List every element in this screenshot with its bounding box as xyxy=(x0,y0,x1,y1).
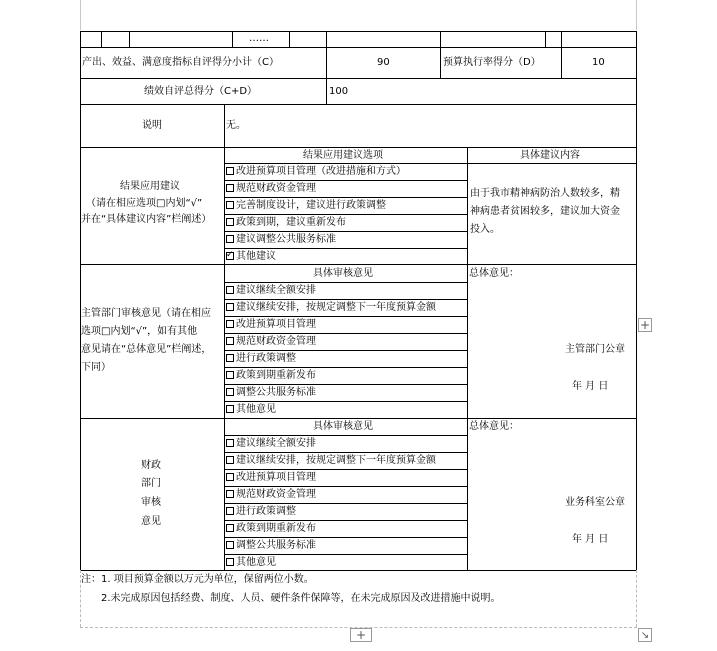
checkbox-icon[interactable] xyxy=(226,473,234,481)
checkbox-icon[interactable] xyxy=(226,235,234,243)
finance-option-label: 建议继续安排，按规定调整下一年度预算金额 xyxy=(236,455,436,466)
dept-label-line: 主管部门审核意见（请在相应 xyxy=(81,308,211,319)
result-option-label: 规范财政资金管理 xyxy=(236,183,316,194)
result-option-label: 完善制度设计，建议进行政策调整 xyxy=(236,200,386,211)
result-option[interactable] xyxy=(226,183,316,195)
dept-option-label: 政策到期重新发布 xyxy=(236,370,316,381)
finance-label-line: 意见 xyxy=(141,516,161,527)
dept-options-header: 具体审核意见 xyxy=(313,268,373,279)
ellipsis-cell: …… xyxy=(249,33,269,44)
result-label-line2: （请在相应选项□内划“√” xyxy=(86,198,203,209)
finance-option[interactable] xyxy=(226,540,316,552)
note-line-2: 2.未完成原因包括经费、制度、人员、硬件条件保障等，在未完成原因及改进措施中说明。 xyxy=(101,593,501,604)
result-option[interactable] xyxy=(226,234,336,246)
dept-option[interactable] xyxy=(226,404,276,416)
result-option[interactable] xyxy=(226,217,346,229)
dept-label-line: 意见请在“总体意见”栏阐述， xyxy=(81,344,212,355)
checkbox-icon[interactable] xyxy=(226,371,234,379)
result-option[interactable] xyxy=(226,251,276,263)
output-score-label: 产出、效益、满意度指标自评得分小计（C） xyxy=(82,57,279,68)
dept-label-line: 下同） xyxy=(81,362,111,373)
checkbox-icon[interactable] xyxy=(226,303,234,311)
page-margin-guide xyxy=(636,0,637,30)
result-option-label: 政策到期，建议重新发布 xyxy=(236,217,346,228)
checkbox-icon[interactable] xyxy=(226,558,234,566)
result-option[interactable] xyxy=(226,200,386,212)
finance-option-label: 改进预算项目管理 xyxy=(236,472,316,483)
checkbox-icon[interactable] xyxy=(226,167,234,175)
checkbox-icon[interactable] xyxy=(226,218,234,226)
budget-score-value: 10 xyxy=(592,57,605,68)
dept-option-label: 其他意见 xyxy=(236,404,276,415)
result-option[interactable] xyxy=(226,166,406,178)
checkbox-icon[interactable] xyxy=(226,439,234,447)
finance-option[interactable] xyxy=(226,506,296,518)
result-option-label: 建议调整公共服务标准 xyxy=(236,234,336,245)
finance-option-label: 建议继续全额安排 xyxy=(236,438,316,449)
checkbox-icon[interactable] xyxy=(226,456,234,464)
finance-seal: 业务科室公章 xyxy=(565,497,625,508)
dept-label-line: 选项□内划“√”，如有其他 xyxy=(81,326,198,337)
dept-option[interactable] xyxy=(226,387,316,399)
dept-option[interactable] xyxy=(226,285,316,297)
page-margin-guide xyxy=(80,0,81,30)
finance-option[interactable] xyxy=(226,472,316,484)
table-resize-handle[interactable]: ↘ xyxy=(638,628,652,642)
note-label: 说明 xyxy=(142,120,162,131)
finance-option[interactable] xyxy=(226,523,316,535)
checked-box-icon[interactable] xyxy=(226,252,234,260)
suggestion-line: 投入。 xyxy=(470,224,500,235)
dept-seal: 主管部门公章 xyxy=(565,344,625,355)
checkbox-icon[interactable] xyxy=(226,201,234,209)
finance-label-line: 部门 xyxy=(141,478,161,489)
checkbox-icon[interactable] xyxy=(226,541,234,549)
dept-option-label: 进行政策调整 xyxy=(236,353,296,364)
finance-label-line: 财政 xyxy=(141,460,161,471)
dept-option-label: 建议继续安排，按规定调整下一年度预算金额 xyxy=(236,302,436,313)
note-line-1: 注：1. 项目预算金额以万元为单位，保留两位小数。 xyxy=(81,574,314,585)
result-label-line1: 结果应用建议 xyxy=(120,181,180,192)
dept-option[interactable] xyxy=(226,370,316,382)
total-score-value: 100 xyxy=(329,86,349,97)
finance-option-label: 调整公共服务标准 xyxy=(236,540,316,551)
checkbox-icon[interactable] xyxy=(226,354,234,362)
result-label-line3: 并在“具体建议内容”栏阐述） xyxy=(81,214,212,225)
dept-option[interactable] xyxy=(226,353,296,365)
checkbox-icon[interactable] xyxy=(226,524,234,532)
result-option-label: 改进预算项目管理（改进措施和方式） xyxy=(236,166,406,177)
checkbox-icon[interactable] xyxy=(226,490,234,498)
result-option-label: 其他建议 xyxy=(236,251,276,262)
finance-option[interactable] xyxy=(226,489,316,501)
result-options-header: 结果应用建议选项 xyxy=(303,150,383,161)
checkbox-icon[interactable] xyxy=(226,286,234,294)
result-content-header: 具体建议内容 xyxy=(520,150,580,161)
finance-option-label: 其他意见 xyxy=(236,557,276,568)
finance-option-label: 进行政策调整 xyxy=(236,506,296,517)
finance-date: 年 月 日 xyxy=(572,534,609,545)
checkbox-icon[interactable] xyxy=(226,405,234,413)
suggestion-line: 神病患者贫困较多，建议加大资金 xyxy=(470,206,620,217)
dept-option[interactable] xyxy=(226,336,316,348)
checkbox-icon[interactable] xyxy=(226,337,234,345)
budget-score-label: 预算执行率得分（D） xyxy=(443,57,541,68)
finance-label-line: 审核 xyxy=(141,497,161,508)
dept-overall-label: 总体意见： xyxy=(469,268,519,279)
add-row-handle[interactable]: + xyxy=(350,628,372,642)
dept-option-label: 调整公共服务标准 xyxy=(236,387,316,398)
dept-option[interactable] xyxy=(226,319,316,331)
add-column-handle[interactable]: + xyxy=(639,318,651,332)
finance-option[interactable] xyxy=(226,438,316,450)
finance-options-header: 具体审核意见 xyxy=(313,421,373,432)
total-score-label: 绩效自评总得分（C+D） xyxy=(144,86,258,97)
note-value: 无。 xyxy=(226,120,246,131)
finance-option-label: 规范财政资金管理 xyxy=(236,489,316,500)
output-score-value: 90 xyxy=(377,57,390,68)
checkbox-icon[interactable] xyxy=(226,388,234,396)
dept-date: 年 月 日 xyxy=(572,381,609,392)
page-margin-guide xyxy=(636,570,637,627)
finance-option[interactable] xyxy=(226,455,436,467)
checkbox-icon[interactable] xyxy=(226,320,234,328)
suggestion-line: 由于我市精神病防治人数较多，精 xyxy=(470,188,620,199)
finance-option[interactable] xyxy=(226,557,276,569)
dept-option-label: 建议继续全额安排 xyxy=(236,285,316,296)
checkbox-icon[interactable] xyxy=(226,184,234,192)
page-margin-guide xyxy=(80,570,81,627)
checkbox-icon[interactable] xyxy=(226,507,234,515)
dept-option-label: 改进预算项目管理 xyxy=(236,319,316,330)
dept-option[interactable] xyxy=(226,302,436,314)
finance-overall-label: 总体意见： xyxy=(469,421,519,432)
dept-option-label: 规范财政资金管理 xyxy=(236,336,316,347)
finance-option-label: 政策到期重新发布 xyxy=(236,523,316,534)
